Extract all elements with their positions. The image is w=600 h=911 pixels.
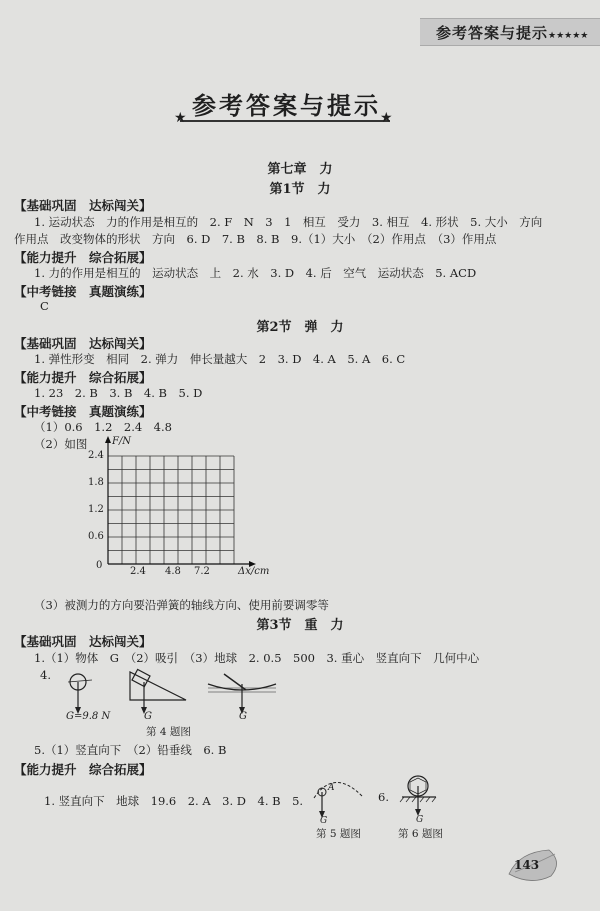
s1-line2: 作用点 改变物体的形状 方向 6. D 7. B 8. B 9.（1）大小 （2）作用点 （3）作用点 — [14, 232, 497, 246]
s1-line4: C — [40, 299, 49, 313]
fig5-drawing — [306, 774, 376, 826]
graph-ytick: 0 — [96, 560, 103, 571]
fig5-g-label: G — [320, 816, 328, 826]
y-axis-arrow-icon — [105, 436, 111, 443]
s2-line2: 1. 23 2. B 3. B 4. B 5. D — [34, 386, 203, 400]
graph-xtick: 2.4 — [130, 566, 146, 577]
main-title: 参考答案与提示 — [192, 92, 381, 120]
s2-line5: （3）被测力的方向要沿弹簧的轴线方向、使用前要调零等 — [34, 598, 329, 612]
graph-xtick: 7.2 — [194, 566, 210, 577]
s1-heading-ability: 【能力提升 综合拓展】 — [14, 250, 152, 265]
fig4-g-label: G=9.8 N — [66, 711, 111, 722]
s2-heading-basic: 【基础巩固 达标闯关】 — [14, 336, 152, 351]
graph-ytick: 1.2 — [88, 504, 104, 515]
s2-line3: （1）0.6 1.2 2.4 4.8 — [34, 420, 172, 434]
s1-line3: 1. 力的作用是相互的 运动状态 上 2. 水 3. D 4. 后 空气 运动状态 5. ACD — [34, 266, 477, 280]
fig6-caption: 第 6 题图 — [398, 828, 443, 840]
s2-line4: （2）如图 — [34, 437, 88, 451]
star-icon: ★ — [380, 110, 393, 126]
graph-ytick: 0.6 — [88, 531, 104, 542]
s3-heading-basic: 【基础巩固 达标闯关】 — [14, 634, 152, 649]
s1-heading-basic: 【基础巩固 达标闯关】 — [14, 198, 152, 213]
section2-title: 第2节 弹 力 — [256, 320, 344, 335]
section3-title: 第3节 重 力 — [256, 618, 344, 633]
section1-title: 第1节 力 — [269, 182, 331, 197]
s1-line1: 1. 运动状态 力的作用是相互的 2. F N 3 1 相互 受力 3. 相互 4. 形状 5. 大小 方向 — [34, 215, 543, 229]
graph-grid — [108, 456, 234, 564]
s3-heading-ability: 【能力提升 综合拓展】 — [14, 762, 152, 777]
graph-ylabel: F/N — [112, 436, 132, 447]
s2-heading-ability: 【能力提升 综合拓展】 — [14, 370, 152, 385]
graph-ytick: 2.4 — [88, 450, 104, 461]
main-title-block — [170, 80, 410, 130]
s2-heading-exam: 【中考链接 真题演练】 — [14, 404, 152, 419]
s3-line5: 6. — [378, 790, 389, 804]
s1-heading-exam: 【中考链接 真题演练】 — [14, 284, 152, 299]
fig4-g-label: G — [144, 711, 152, 722]
s3-line4: 1. 竖直向下 地球 19.6 2. A 3. D 4. B 5. — [44, 794, 304, 808]
fig5-a-label: A — [328, 783, 335, 793]
fig4-g-label: G — [239, 711, 247, 722]
spring-graph — [80, 436, 270, 586]
s3-line2: 4. — [40, 668, 51, 682]
title-underline — [180, 120, 390, 122]
fig4-ball — [68, 674, 92, 714]
header-title: 参考答案与提示★★★★★ — [436, 24, 589, 42]
fig4-caption: 第 4 题图 — [146, 726, 191, 738]
fig6-g-label: G — [416, 815, 424, 825]
fig5-caption: 第 5 题图 — [316, 828, 361, 840]
graph-ytick: 1.8 — [88, 477, 104, 488]
graph-xtick: 4.8 — [165, 566, 181, 577]
star-icon: ★ — [174, 110, 187, 126]
graph-xlabel: Δx/cm — [238, 566, 270, 577]
s3-line1: 1.（1）物体 G （2）吸引 （3）地球 2. 0.5 500 3. 重心 竖直向下 几何中心 — [34, 651, 480, 665]
s2-line1: 1. 弹性形变 相同 2. 弹力 伸长量越大 2 3. D 4. A 5. A 6. C — [34, 352, 406, 366]
chapter-title: 第七章 力 — [267, 162, 333, 177]
fig4-boat — [208, 674, 276, 714]
page-number: 143 — [514, 858, 540, 872]
fig4-incline-block — [130, 669, 186, 714]
s3-line3: 5.（1）竖直向下 （2）铅垂线 6. B — [34, 743, 227, 757]
header-stars: ★★★★★ — [548, 31, 589, 41]
